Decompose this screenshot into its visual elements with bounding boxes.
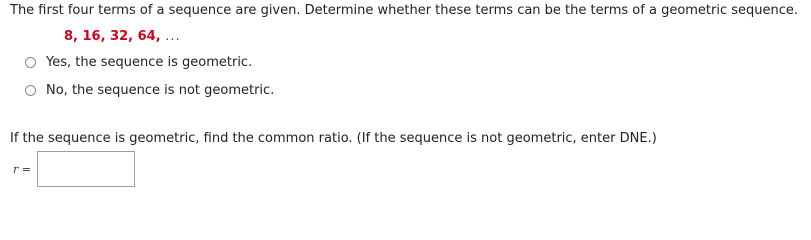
ratio-label: r = <box>13 162 31 176</box>
option-no[interactable] <box>25 83 274 98</box>
option-yes[interactable] <box>25 55 252 70</box>
question-prompt: The first four terms of a sequence are given. Determine whether these terms can be the terms of a geometric sequence. <box>10 3 799 18</box>
radio-no-button[interactable] <box>25 85 36 96</box>
option-yes-label: Yes, the sequence is geometric. <box>46 55 253 70</box>
common-ratio-prompt: If the sequence is geometric, find the common ratio. (If the sequence is not geometric, enter DNE.) <box>10 131 657 146</box>
answer-row <box>13 151 135 187</box>
sequence-terms <box>64 29 181 44</box>
ratio-answer-input[interactable] <box>37 151 135 187</box>
option-no-label: No, the sequence is not geometric. <box>46 83 275 98</box>
radio-yes-button[interactable] <box>25 57 36 68</box>
sequence-ellipsis: ... <box>165 29 181 44</box>
sequence-values: 8, 16, 32, 64, <box>64 29 161 44</box>
